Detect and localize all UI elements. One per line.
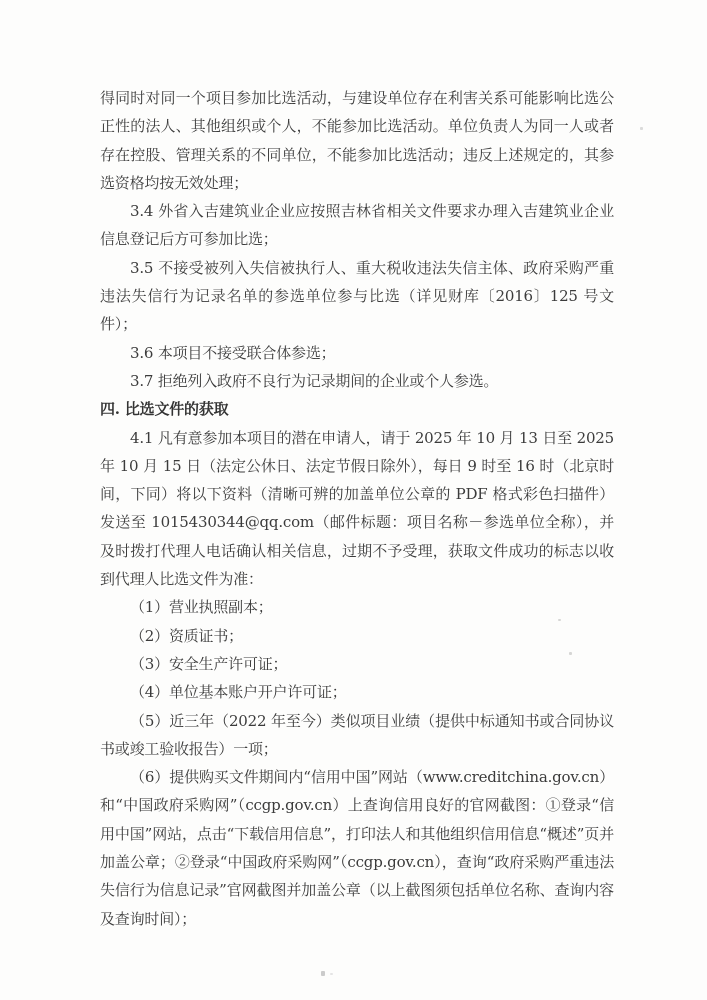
list-item-3: （3）安全生产许可证；	[130, 654, 288, 673]
scan-artifact	[558, 619, 561, 621]
paragraph-continuation: 得同时对同一个项目参加比选活动，与建设单位存在利害关系可能影响比选公正性的法人、其他组织或个人，不能参加比选活动。单位负责人为同一人或者存在控股、管理关系的不同单位，不能参加比选活动；违反上述规定的，其参选资格均按无效处理；	[100, 89, 614, 192]
scan-artifact	[569, 652, 572, 655]
scan-artifact	[321, 971, 325, 976]
paragraph-3-5: 3.5 不接受被列入失信被执行人、重大税收违法失信主体、政府采购严重违法失信行为记录名单的参选单位参与比选（详见财库〔2016〕125 号文件）；	[100, 258, 614, 334]
list-item-1: （1）营业执照副本；	[130, 598, 273, 617]
list-item-5: （5）近三年（2022 年至今）类似项目业绩（提供中标通知书或合同协议书或竣工验收报告）一项；	[100, 711, 614, 758]
list-item-6: （6）提供购买文件期间内“信用中国”网站（www.creditchina.gov.cn）和“中国政府采购网”（ccgp.gov.cn）上查询信用良好的官网截图：①登录“信用中国”网站，点击“下载信用信息”，打印法人和其他组织信用信息“概述”页并加盖公章；②登录“中国政府采购网”（ccgp.gov.cn），查询“政府采购严重违法失信行为信息记录”官网截图并加盖公章（以上截图须包括单位名称、查询内容及查询时间）；	[100, 768, 614, 928]
paragraph-3-6: 3.6 本项目不接受联合体参选；	[130, 343, 336, 362]
document-body	[100, 84, 614, 933]
paragraph-3-4: 3.4 外省入吉建筑业企业应按照吉林省相关文件要求办理入吉建筑业企业信息登记后方可参加比选；	[100, 202, 614, 249]
paragraph-3-7: 3.7 拒绝列入政府不良行为记录期间的企业或个人参选。	[130, 371, 499, 390]
paragraph-4-1: 4.1 凡有意参加本项目的潜在申请人，请于 2025 年 10 月 13 日至 2025 年 10 月 15 日（法定公休日、法定节假日除外），每日 9 时至 16 时（北京时间，下同）将以下资料（清晰可辨的加盖单位公章的 PDF 格式彩色扫描件）发送至 1015430344@qq.com（邮件标题：项目名称－参选单位全称），并及时拨打代理人电话确认相关信息，过期不予受理，获取文件成功的标志以收到代理人比选文件为准：	[100, 428, 614, 589]
section-heading-4: 四. 比选文件的获取	[100, 400, 229, 419]
list-item-2: （2）资质证书；	[130, 626, 243, 645]
list-item-4: （4）单位基本账户开户许可证；	[130, 683, 347, 702]
scan-artifact	[640, 127, 643, 130]
scan-artifact	[330, 973, 333, 975]
